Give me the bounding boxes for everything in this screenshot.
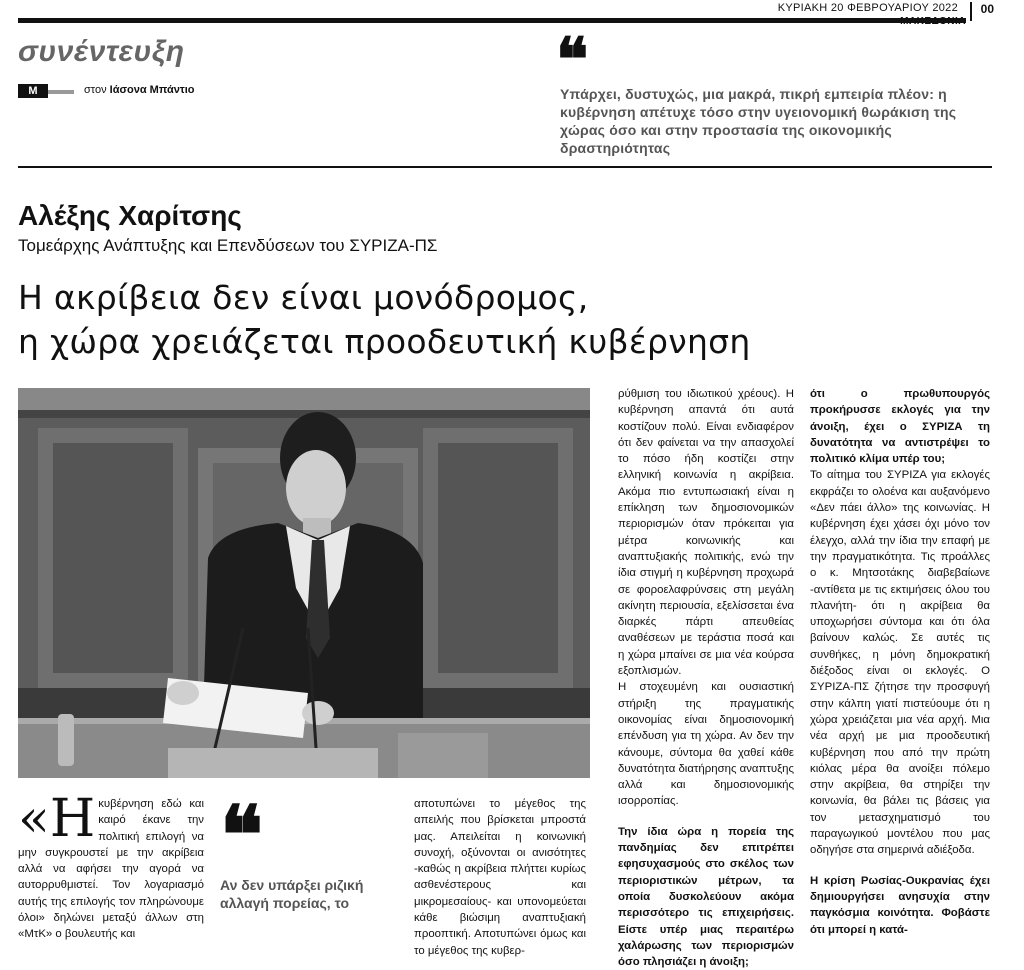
interviewee-name: Αλέξης Χαρίτσης — [18, 200, 242, 231]
intro-text: κυβέρνηση εδώ και καιρό έκανε την πολιτική επιλογή να μην συγκρουστεί με την ακρίβεια αλλά να αφήσει την αγορά να αυτορρυθμιστεί. Τον λογαριασμό αυτής της επιλογής τον πληρώνουμε όλοι» δηλώνει μεταξύ άλλων στη «ΜτΚ» ο βουλευτής και — [18, 798, 204, 941]
publication-logo: M — [18, 84, 48, 98]
section-separator — [18, 166, 992, 168]
quote-mark-icon: ❝ — [556, 25, 589, 95]
headline-line-2: η χώρα χρειάζεται προοδευτική κυβέρνηση — [18, 322, 751, 361]
column-5-question: ότι ο πρωθυπουργός προκήρυσσε εκλογές για την άνοιξη, έχει ο ΣΥΡΙΖΑ τη δυνατότητα να αντιστρέψει το πολιτικό κλίμα υπέρ του; — [810, 388, 990, 466]
interviewee-role: Τομεάρχης Ανάπτυξης και Επενδύσεων του ΣΥΡΙΖΑ-ΠΣ — [18, 236, 438, 255]
dropcap-letter: Η — [49, 789, 96, 849]
photo-illustration — [18, 388, 590, 778]
page-number: 00 — [970, 2, 994, 21]
byline-divider — [48, 90, 74, 94]
section-title: συνέντευξη — [18, 35, 185, 68]
column-4-paragraph-2: Η στοχευμένη και ουσιαστική στήριξη της πραγματικής οικονομίας είναι δημοσιονομική επένδυση για τη χώρα. Αν δεν την κάνουμε, σύντομα θα χαθεί κάθε δυνατότητα διατήρησης αναπτυξης αλλά και δημοσιονομικής ισορροπίας. — [618, 681, 794, 808]
column-4-paragraph-1: ρύθμιση του ιδιωτικού χρέους). Η κυβέρνηση απαντά ότι αυτά κοστίζουν πολύ. Είναι ενδιαφέρον ότι δεν φαίνεται να την απασχολεί το πόσο ήδη κοστίζει στην ελληνική κοινωνία η ακρίβεια. Ακόμα πιο εντυπωσιακή είναι η επίκληση των δημοσιονομικών περιορισμών όταν πρόκειται για μέτρα κοινωνικής και αναπτυξιακής πολιτικής, ενώ την ίδια στιγμή η κυβέρνηση προχωρά σε φοροελαφρύνσεις στη μεγάλη ακίνητη περιουσία, εξελίσσεται ένα διαρκές πάρτι απευθείας αναθέσεων με τεράστια ποσά και η χώρα μπαίνει σε μια νέα κούρσα εξοπλισμών. — [618, 388, 794, 678]
quote-mark-icon: ❝ — [220, 788, 264, 882]
byline-prefix: στον — [84, 84, 107, 96]
pull-quote-bottom: Αν δεν υπάρξει ριζική αλλαγή πορείας, το — [220, 877, 364, 911]
column-5 — [810, 386, 990, 938]
headline-line-1: Η ακρίβεια δεν είναι μονόδρομος, — [18, 278, 589, 317]
intro-paragraph — [18, 789, 204, 943]
dropcap — [18, 789, 96, 849]
headline — [18, 276, 998, 364]
column-3-text: αποτυπώνει το μέγεθος της απειλής που βρίσκεται μπροστά μας. Απειλείται η κοινωνική συνοχή, οξύνονται οι ανισότητες -καθώς η ακρίβεια πλήττει κυρίως ασθενέστερους και μικρομεσαίους- και υπονομεύεται κάθε βιώσιμη αναπτυξιακή προοπτική. Αποτυπώνει όμως και το μέγεθος της κυβερ- — [414, 798, 586, 957]
column-5-paragraph-1: Το αίτημα του ΣΥΡΙΖΑ για εκλογές εκφράζει το ολοένα και αυξανόμενο «Δεν πάει άλλο» της κοινωνίας. Η κυβέρνηση έχει χάσει όχι μόνο τον έλεγχο, αλλά την ίδια την επαφή με την πραγματικότητα. Τις προάλλες ο κ. Μητσοτάκης διαβεβαίωνε -αντίθετα με τις εκτιμήσεις όλου του πλανήτη- ότι η ακρίβεια θα υποχωρήσει σύντομα και ότι όλα βαίνουν καλώς. Σε αυτές τις συνθήκες, η μόνη δημοκρατική διέξοδος είναι οι εκλογές. Ο ΣΥΡΙΖΑ-ΠΣ ζήτησε την προσφυγή στην κάλπη γιατί πιστεύουμε ότι η χώρα χρειάζεται μια νέα αρχή. Μια νέα αρχή με μια προοδευτική κυβέρνηση που από την πρώτη κιόλας μέρα θα ανοίξει πόλεμο στην ακρίβεια, θα στηρίξει την κοινωνία, θα βάλει τις βάσεις για τον μετασχηματισμό του παραγωγικού μοντέλου που μας οδηγήσε στα σημερινά αδιέξοδα. — [810, 469, 990, 857]
byline — [84, 84, 195, 96]
article-photo — [18, 388, 590, 778]
issue-date: ΚΥΡΙΑΚΗ 20 ΦΕΒΡΟΥΑΡΙΟΥ 2022 — [777, 2, 958, 14]
dropcap-open-quote: « — [18, 789, 50, 849]
column-5-question-2: Η κρίση Ρωσίας-Ουκρανίας έχει δημιουργήσει ανησυχία στην παγκόσμια κοινότητα. Φοβάστε ότι μπορεί η κατά- — [810, 874, 990, 936]
column-4 — [618, 386, 794, 970]
pull-quote-bottom-block — [220, 788, 410, 912]
byline-author: Ιάσονα Μπάντιο — [109, 84, 195, 96]
header-rule — [18, 18, 966, 23]
pull-quote-top: Υπάρχει, δυστυχώς, μια μακρά, πικρή εμπειρία πλέον: η κυβέρνηση απέτυχε τόσο στην υγειονομική θωράκιση της χώρας όσο και στην προστασία της οικονομικής δραστηριότητας — [560, 86, 957, 156]
column-4-question: Την ίδια ώρα η πορεία της πανδημίας δεν επιτρέπει εφησυχασμούς στο σκέλος των περιοριστικών μέτρων, τα οποία δυσκολεύουν ακόμα περισσότερο τις επιχειρήσεις. Είστε υπέρ μιας περαιτέρω χαλάρωσης των περιορισμών όσο πλησιάζει η άνοιξη; — [618, 825, 794, 969]
